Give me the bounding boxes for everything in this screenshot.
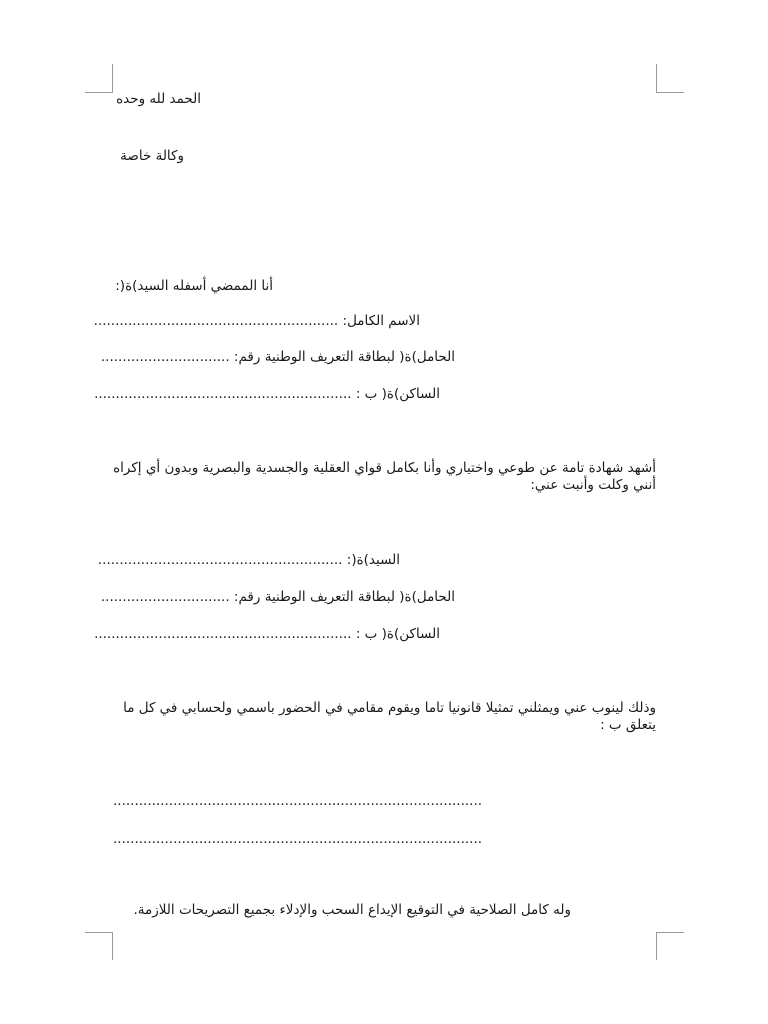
principal-id-card-field: الحامل)ة( لبطاقة التعريف الوطنية رقم: .............................. xyxy=(100,349,455,365)
declaration-paragraph: أشهد شهادة تامة عن طوعي واختياري وأنا بكامل قواي العقلية والجسدية والبصرية وبدون أي إكراه أنني وكلت وأنبت عني: xyxy=(113,460,656,493)
document-header: الحمد لله وحده xyxy=(116,91,201,107)
purpose-paragraph: وذلك لينوب عني ويمثلني تمثيلا قانونيا تاما ويقوم مقامي في الحضور باسمي ولحسابي في كل ما يتعلق ب : xyxy=(123,700,656,733)
crop-mark-bottom-right xyxy=(656,932,657,960)
crop-mark-bottom-right xyxy=(656,932,684,933)
agent-address-field: الساكن)ة( ب : ............................................................ xyxy=(94,626,440,642)
agent-id-card-field: الحامل)ة( لبطاقة التعريف الوطنية رقم: .............................. xyxy=(100,589,455,605)
intro-line: أنا الممضي أسفله السيد)ة(: xyxy=(115,278,273,294)
principal-name-field: الاسم الكامل: ......................................................... xyxy=(93,313,420,329)
crop-mark-top-right xyxy=(656,64,657,92)
crop-mark-bottom-left xyxy=(112,932,113,960)
powers-line: وله كامل الصلاحية في التوقيع الإيداع السحب والإدلاء بجميع التصريحات اللازمة. xyxy=(133,902,571,918)
document-title: وكالة خاصة xyxy=(120,148,184,164)
crop-mark-bottom-left xyxy=(85,932,113,933)
agent-name-field: السيد)ة(: ......................................................... xyxy=(97,552,400,568)
crop-mark-top-right xyxy=(656,92,684,93)
crop-mark-top-left xyxy=(85,92,113,93)
crop-mark-top-left xyxy=(112,64,113,92)
blank-dotted-line: ...................................................................................... xyxy=(113,793,483,809)
principal-address-field: الساكن)ة( ب : ............................................................ xyxy=(94,386,440,402)
blank-dotted-line: ...................................................................................... xyxy=(113,831,483,847)
